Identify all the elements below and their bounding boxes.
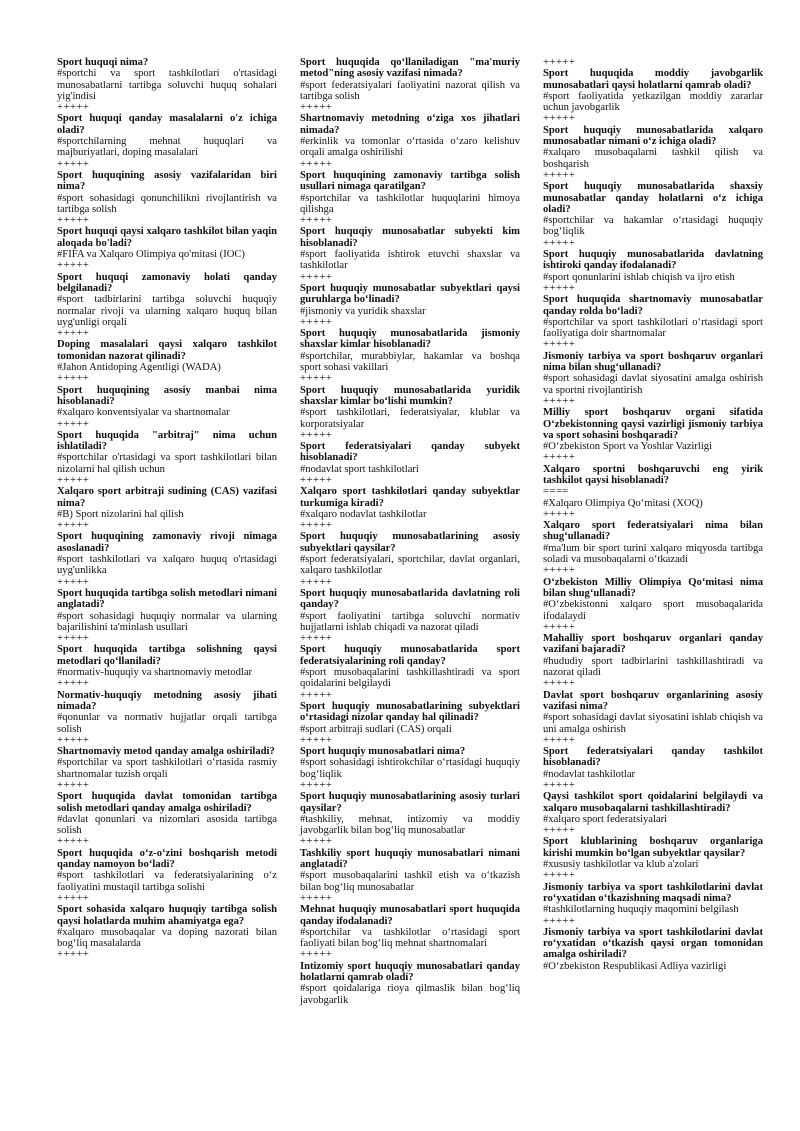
qa-entry <box>57 113 277 169</box>
separator-text: +++++ <box>57 633 90 645</box>
answer-text: #nodavlat sport tashkilotlari <box>300 463 419 475</box>
separator-text: +++++ <box>57 260 90 272</box>
qa-entry <box>300 961 520 1006</box>
answer-text: #sport tashkilotlari va federatsiyalarining o‘z faoliyatini mustaqil tartibga solishi <box>57 870 277 893</box>
question-text: Jismoniy tarbiya va sport boshqaruv organlari nima bilan shug‘ullanadi? <box>543 350 763 374</box>
question-text: Sport huquqiy munosabatlarida shaxsiy munosabatlar qanday holatlarni o‘z ichiga oladi? <box>543 181 763 215</box>
question-text: Sport huquqiy munosabatlarida xalqaro munosabatlar nimani o‘z ichiga oladi? <box>543 124 763 148</box>
qa-entry <box>57 531 277 587</box>
separator-text: +++++ <box>543 169 576 181</box>
question-text: Sport huquqiy munosabatlarida jismoniy shaxslar kimlar hisoblanadi? <box>300 328 520 351</box>
column-left <box>57 57 277 1107</box>
separator-text: ==== <box>543 486 569 498</box>
question-text: Shartnomaviy metod qanday amalga oshiriladi? <box>57 746 275 758</box>
answer-text: #tashkiliy, mehnat, intizomiy va moddiy javobgarlik bilan bog‘liq munosabatlar <box>300 813 520 837</box>
question-text: Sport huquqiy munosabatlarida davlatning ishtiroki qanday ifodalanadi? <box>543 249 763 272</box>
column-right <box>543 57 763 1107</box>
answer-text: #sport tashkilotlari va xalqaro huquq o'rtasidagi uyg'unlikka <box>57 554 277 577</box>
answer-text: #sportchilar va hakamlar o‘rtasidagi huquqiy bog‘liqlik <box>543 215 763 238</box>
answer-text: #sport faoliyatida ishtirok etuvchi shaxslar va tashkilotlar <box>300 249 520 272</box>
separator-text: +++++ <box>57 780 90 791</box>
answer-text: #jismoniy va yuridik shaxslar <box>300 305 426 317</box>
qa-entry <box>543 68 763 124</box>
qa-entry <box>300 746 520 791</box>
answer-text: #Xalqaro Olimpiya Qo‘mitasi (XOQ) <box>543 497 703 509</box>
question-text: Sport huquqida shartnomaviy munosabatlar qanday rolda bo‘ladi? <box>543 294 763 317</box>
question-text: Sport huquqiy munosabatlar subyekti kim hisoblanadi? <box>300 226 520 249</box>
qa-entry <box>57 57 277 113</box>
question-text: Sport huquqiy munosabatlari nima? <box>300 746 466 758</box>
answer-text: #tashkilotlarning huquqiy maqomini belgilash <box>543 904 739 916</box>
answer-text: #sport sohasidagi qonunchilikni rivojlantirish va tartibga solish <box>57 192 277 215</box>
qa-entry <box>57 588 277 644</box>
answer-text: #sport sohasidagi davlat siyosatini ishlab chiqish va uni amalga oshirish <box>543 712 763 735</box>
qa-entry <box>543 882 763 927</box>
separator-text: +++++ <box>300 373 333 385</box>
separator-text: +++++ <box>300 158 333 170</box>
qa-entry <box>300 170 520 226</box>
separator-text: +++++ <box>57 102 90 114</box>
question-text: Sport huquqiy munosabatlarida sport federatsiyalarining roli qanday? <box>300 644 520 667</box>
answer-text: #sportchilar va tashkilotlar huquqlarini himoya qilishga <box>300 192 520 215</box>
qa-entry <box>300 226 520 282</box>
answer-text: #xalqaro sport federatsiyalari <box>543 813 668 825</box>
question-text: Sport huquqining zamonaviy rivoji nimaga asoslanadi? <box>57 531 277 554</box>
answer-text: #xalqaro nodavlat tashkilotlar <box>300 508 427 520</box>
separator-text: +++++ <box>57 474 90 486</box>
answer-text: #davlat qonunlari va nizomlari asosida tartibga solish <box>57 813 277 837</box>
question-text: Sport huquqida davlat tomonidan tartibga solish metodlari qanday amalga oshiriladi? <box>57 791 277 814</box>
answer-text: #sport qonunlarini ishlab chiqish va ijro etish <box>543 271 735 283</box>
qa-entry <box>543 181 763 249</box>
separator-text: +++++ <box>543 452 576 464</box>
qa-entry <box>543 407 763 463</box>
qa-entry <box>57 746 277 791</box>
answer-text: #sport musobaqalarini tashkillashtiradi va sport qoidalarini belgilaydi <box>300 667 520 690</box>
separator-text: +++++ <box>543 678 576 690</box>
separator-text: +++++ <box>300 520 333 532</box>
qa-entry <box>300 57 520 113</box>
separator-text: +++++ <box>57 418 90 430</box>
separator-text: +++++ <box>57 734 90 746</box>
qa-entry <box>300 701 520 746</box>
question-text: Sport huquqida tartibga solish metodlari nimani anglatadi? <box>57 587 277 611</box>
qa-entry <box>57 690 277 746</box>
qa-entry <box>57 644 277 689</box>
question-text: Xalqaro sport arbitraji sudining (CAS) vazifasi nima? <box>57 486 277 509</box>
separator-text: +++++ <box>543 870 576 882</box>
qa-entry <box>300 441 520 486</box>
separator-text: +++++ <box>543 339 576 351</box>
separator-text: +++++ <box>300 316 333 328</box>
answer-text: #sport sohasidagi huquqiy normalar va ularning bajarilishini ta'minlash usullari <box>57 610 277 633</box>
qa-entry <box>57 170 277 226</box>
question-text: Sport huquqiy munosabatlarining asosiy turlari qaysilar? <box>300 791 520 814</box>
question-text: Jismoniy tarbiya va sport tashkilotlarini davlat ro‘yxatidan o‘tkazish qaysi organ tomonidan amalga oshiriladi? <box>543 926 763 961</box>
qa-entry <box>543 633 763 689</box>
answer-text: #sport sohasidagi davlat siyosatini amalga oshirish va sportni rivojlantirish <box>543 373 763 396</box>
question-text: Sport huquqida "arbitraj" nima uchun ishlatiladi? <box>57 429 277 453</box>
answer-text: #sport tashkilotlari, federatsiyalar, klublar va korporatsiyalar <box>300 407 520 430</box>
answer-text: #O‘zbekiston Sport va Yoshlar Vazirligi <box>543 441 712 453</box>
separator-text: +++++ <box>300 215 333 227</box>
separator-text: +++++ <box>57 678 90 690</box>
separator-text: +++++ <box>300 689 333 701</box>
qa-entry <box>57 848 277 904</box>
answer-text: #sportchilar, murabbiylar, hakamlar va boshqa sport sohasi vakillari <box>300 350 520 374</box>
question-text: Sport huquqiy munosabatlarining asosiy subyektlari qaysilar? <box>300 531 520 554</box>
answer-text: #sport qoidalariga rioya qilmaslik bilan bog‘liq javobgarlik <box>300 983 520 1006</box>
separator-text: +++++ <box>57 576 90 588</box>
question-text: Milliy sport boshqaruv organi sifatida O‘zbekistonning qaysi vazirligi jismoniy tarbiya va sport sohasini boshqaradi? <box>543 407 763 441</box>
qa-entry <box>300 588 520 644</box>
answer-text: #sport federatsiyalari faoliyatini nazorat qilish va tartibga solish <box>300 79 520 102</box>
qa-entry <box>57 486 277 531</box>
column-middle <box>300 57 520 1107</box>
separator-text: +++++ <box>543 508 576 520</box>
answer-text: #sport faoliyatida yetkazilgan moddiy zararlar uchun javobgarlik <box>543 90 763 114</box>
separator-text: +++++ <box>57 328 90 340</box>
question-text: Sport huquqining asosiy manbai nima hisoblanadi? <box>57 384 277 407</box>
qa-entry <box>57 226 277 271</box>
answer-text: #B) Sport nizolarini hal qilish <box>57 508 184 520</box>
separator-text: +++++ <box>543 57 576 68</box>
question-text: Sport huquqida qo‘llaniladigan "ma'muriy metod"ning asosiy vazifasi nimada? <box>300 57 520 80</box>
qa-entry <box>543 520 763 576</box>
answer-text: #xalqaro musobaqalarni tashkil qilish va boshqarish <box>543 147 763 170</box>
separator-text: +++++ <box>543 825 576 837</box>
qa-entry <box>57 272 277 340</box>
question-text: Shartnomaviy metodning o‘ziga xos jihatlari nimada? <box>300 113 520 136</box>
question-text: Sport huquqining asosiy vazifalaridan biri nima? <box>57 169 277 193</box>
separator-text: +++++ <box>543 282 576 294</box>
separator-text: +++++ <box>300 429 333 441</box>
question-text: Sport huquqi nima? <box>57 57 149 68</box>
question-text: Mehnat huquqiy munosabatlari sport huquqida qanday ifodalanadi? <box>300 904 520 927</box>
question-text: Sport huquqiy munosabatlarida yuridik shaxslar kimlar bo‘lishi mumkin? <box>300 384 520 407</box>
qa-entry <box>300 531 520 587</box>
qa-entry <box>543 498 763 521</box>
answer-text: #ma'lum bir sport turini xalqaro miqyosda tartibga soladi va musobaqalarni o‘tkazadi <box>543 542 763 566</box>
answer-text: #xalqaro konventsiyalar va shartnomalar <box>57 407 230 419</box>
question-text: Intizomiy sport huquqiy munosabatlari qanday holatlarni qamrab oladi? <box>300 960 520 984</box>
qa-entry <box>543 249 763 294</box>
answer-text: #xalqaro musobaqalar va doping nazorati bilan bog‘liq masalalarda <box>57 926 277 950</box>
separator-text: +++++ <box>543 780 576 791</box>
separator-text: +++++ <box>543 734 576 746</box>
question-text: Sport sohasida xalqaro huquqiy tartibga solish qaysi holatlarda muhim ahamiyatga ega? <box>57 904 277 927</box>
qa-entry <box>543 294 763 350</box>
answer-text: #sport sohasidagi ishtirokchilar o‘rtasidagi huquqiy bog‘liqlik <box>300 757 520 780</box>
question-text: Mahalliy sport boshqaruv organlari qanday vazifani bajaradi? <box>543 633 763 656</box>
separator-text: +++++ <box>543 565 576 577</box>
answer-text: #normativ-huquqiy va shartnomaviy metodlar <box>57 667 253 679</box>
qa-entry <box>57 385 277 430</box>
question-text: Sport huquqining zamonaviy tartibga solish usullari nimaga qaratilgan? <box>300 169 520 193</box>
question-text: Sport federatsiyalari qanday subyekt hisoblanadi? <box>300 441 520 464</box>
qa-entry <box>300 644 520 700</box>
question-text: Sport klublarining boshqaruv organlariga kirishi mumkin bo‘lgan subyektlar qaysilar? <box>543 836 763 859</box>
question-text: Jismoniy tarbiya va sport tashkilotlarini davlat ro‘yxatidan o‘tkazishning maqsadi nima? <box>543 881 763 904</box>
answer-text: #sport federatsiyalari, sportchilar, davlat organlari, xalqaro tashkilotlar <box>300 554 520 577</box>
separator-text: +++++ <box>543 113 576 125</box>
question-text: Sport federatsiyalari qanday tashkilot hisoblanadi? <box>543 746 763 769</box>
question-text: Sport huquqi qaysi xalqaro tashkilot bilan yaqin aloqada bo'ladi? <box>57 226 277 249</box>
separator-text: +++++ <box>300 474 333 486</box>
question-text: Sport huquqiy munosabatlarining subyektlari o‘rtasidagi nizolar qanday hal qilinadi? <box>300 700 520 724</box>
qa-entry <box>57 904 277 960</box>
answer-text: #sport musobaqalarini tashkil etish va o‘tkazish bilan bog‘liq munosabatlar <box>300 870 520 893</box>
answer-text: #sportchilar va tashkilotlar o‘rtasidagi sport faoliyati bilan bog‘liq mehnat shartnomalari <box>300 926 520 950</box>
question-text: Xalqaro sportni boshqaruvchi eng yirik tashkilot qaysi hisoblanadi? <box>543 463 763 486</box>
qa-entry <box>300 791 520 847</box>
answer-text: #O‘zbekiston Respublikasi Adliya vazirligi <box>543 960 727 972</box>
separator-text: +++++ <box>57 158 90 170</box>
qa-entry <box>300 328 520 384</box>
separator-text: +++++ <box>57 949 90 961</box>
qa-entry <box>543 351 763 407</box>
question-text: Tashkiliy sport huquqiy munosabatlari nimani anglatadi? <box>300 847 520 871</box>
question-text: O‘zbekiston Milliy Olimpiya Qo‘mitasi nima bilan shug‘ullanadi? <box>543 576 763 599</box>
qa-entry <box>300 385 520 441</box>
answer-text: #sportchi va sport tashkilotlari o'rtasidagi munosabatlarni tartibga soluvchi huquq sohalari yig'indisi <box>57 68 277 102</box>
qa-entry <box>543 464 763 498</box>
answer-text: #hududiy sport tadbirlarini tashkillashtiradi va nazorat qiladi <box>543 655 763 679</box>
question-text: Doping masalalari qaysi xalqaro tashkilot tomonidan nazorat qilinadi? <box>57 339 277 362</box>
qa-entry <box>543 577 763 633</box>
separator-text: +++++ <box>300 836 333 848</box>
separator-text: +++++ <box>300 102 333 114</box>
separator-text: +++++ <box>543 395 576 407</box>
qa-entry <box>300 848 520 904</box>
qa-entry <box>543 836 763 881</box>
qa-entry <box>543 927 763 972</box>
qa-entry <box>543 791 763 836</box>
separator-text: +++++ <box>57 836 90 848</box>
separator-text: +++++ <box>57 373 90 385</box>
separator-text: +++++ <box>543 621 576 633</box>
question-text: Normativ-huquqiy metodning asosiy jihati nimada? <box>57 689 277 712</box>
qa-entry <box>543 746 763 791</box>
answer-text: #sportchilar o'rtasidagi va sport tashkilotlari bilan nizolarni hal qilish uchun <box>57 452 277 475</box>
answer-text: #sport tadbirlarini tartibga soluvchi huquqiy normalar rivoji va ularning xalqaro huquq bilan uyg'unligi orqali <box>57 294 277 328</box>
answer-text: #sport faoliyatini tartibga soluvchi normativ hujjatlarni ishlab chiqadi va nazorat qiladi <box>300 610 520 633</box>
qa-entry <box>300 283 520 328</box>
qa-entry <box>543 125 763 181</box>
answer-text: #xususiy tashkilotlar va klub a'zolari <box>543 859 699 871</box>
answer-text: #sportchilarning mehnat huquqlari va majburiyatlari, doping masalalari <box>57 136 277 159</box>
separator-text: +++++ <box>300 734 333 746</box>
separator-text: +++++ <box>543 915 576 927</box>
question-text: Xalqaro sport tashkilotlari qanday subyektlar turkumiga kiradi? <box>300 486 520 509</box>
separator-text: +++++ <box>57 215 90 227</box>
question-text: Xalqaro sport federatsiyalari nima bilan shug‘ullanadi? <box>543 520 763 543</box>
answer-text: #O‘zbekistonni xalqaro sport musobaqalarida ifodalaydi <box>543 599 763 622</box>
qa-entry <box>543 57 763 68</box>
qa-entry <box>57 430 277 486</box>
question-text: Sport huquqida moddiy javobgarlik munosabatlari qaysi holatlarni qamrab oladi? <box>543 68 763 91</box>
answer-text: #erkinlik va tomonlar o‘rtasida o‘zaro kelishuv orqali amalga oshirilishi <box>300 136 520 159</box>
qa-entry <box>300 904 520 960</box>
question-text: Sport huquqiy munosabatlarida davlatning roli qanday? <box>300 587 520 611</box>
qa-entry <box>543 690 763 746</box>
question-text: Sport huquqi qanday masalalarni o'z ichiga oladi? <box>57 113 277 136</box>
answer-text: #sport arbitraji sudlari (CAS) orqali <box>300 723 452 735</box>
separator-text: +++++ <box>300 892 333 904</box>
question-text: Davlat sport boshqaruv organlarining asosiy vazifasi nima? <box>543 689 763 712</box>
qa-entry <box>300 486 520 531</box>
qa-entry <box>57 339 277 384</box>
separator-text: +++++ <box>57 892 90 904</box>
document-page <box>57 57 763 1107</box>
answer-text: #Jahon Antidoping Agentligi (WADA) <box>57 362 221 374</box>
qa-entry <box>300 113 520 169</box>
question-text: Sport huquqi zamonaviy holati qanday belgilanadi? <box>57 271 277 294</box>
question-text: Qaysi tashkilot sport qoidalarini belgilaydi va xalqaro musobaqalarni tashkillashtiradi? <box>543 791 763 814</box>
question-text: Sport huquqiy munosabatlar subyektlari qaysi guruhlarga bo‘linadi? <box>300 282 520 306</box>
separator-text: +++++ <box>57 520 90 532</box>
separator-text: +++++ <box>543 237 576 249</box>
qa-entry <box>57 791 277 847</box>
separator-text: +++++ <box>300 633 333 645</box>
separator-text: +++++ <box>300 271 333 283</box>
question-text: Sport huquqida o‘z-o‘zini boshqarish metodi qanday namoyon bo‘ladi? <box>57 847 277 871</box>
answer-text: #nodavlat tashkilotlar <box>543 768 636 780</box>
answer-text: #sportchilar va sport tashkilotlari o‘rtasida rasmiy shartnomalar tuzish orqali <box>57 757 277 780</box>
answer-text: #qonunlar va normativ hujjatlar orqali tartibga solish <box>57 712 277 735</box>
separator-text: +++++ <box>300 949 333 961</box>
question-text: Sport huquqida tartibga solishning qaysi metodlari qo‘llaniladi? <box>57 644 277 667</box>
answer-text: #sportchilar va sport tashkilotlari o‘rtasidagi sport faoliyatiga doir shartnomalar <box>543 316 763 340</box>
separator-text: +++++ <box>300 576 333 588</box>
answer-text: #FIFA va Xalqaro Olimpiya qo'mitasi (IOC) <box>57 249 245 261</box>
separator-text: +++++ <box>300 780 333 791</box>
